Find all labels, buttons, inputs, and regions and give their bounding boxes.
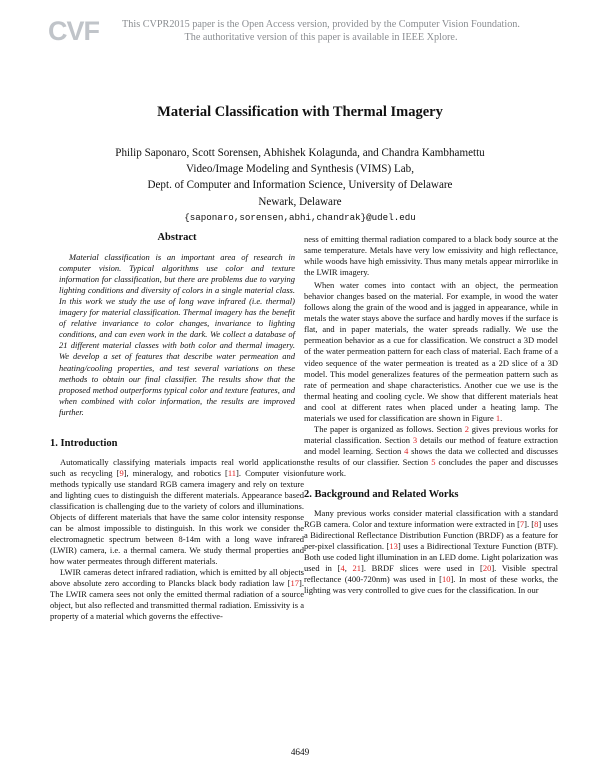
right-column <box>304 234 558 596</box>
affiliation-location: Newark, Delaware <box>258 195 342 208</box>
affiliation-lab: Video/Image Modeling and Synthesis (VIMS) Lab, <box>186 163 414 176</box>
citation-link[interactable]: 4 <box>340 563 345 574</box>
cvf-logo <box>48 16 99 46</box>
citation-link[interactable]: 21 <box>352 563 362 574</box>
citation-link[interactable]: 13 <box>389 541 398 552</box>
abstract-heading: Abstract <box>157 232 197 243</box>
intro-paragraph-2: LWIR cameras detect infrared radiation, which is emitted by all objects above absolute zero according to Plancks black body radiation law [17]. The LWIR camera sees not only the emitted thermal radiation of a source object, but also reflected and transmitted thermal radiation. Emissivity is a property of a material which governs the effective- <box>50 567 304 622</box>
intro-paragraph-3: ness of emitting thermal radiation compared to a black body source at the same temperature. Metals have very low emissivity and high reflectance, while woods have high emissivity. Thus many metals appear mirrorlike in the LWIR imagery. <box>304 234 558 278</box>
affiliation-dept: Dept. of Computer and Information Science, University of Delaware <box>147 179 453 192</box>
author-block <box>0 145 600 226</box>
section-link[interactable]: 2 <box>464 423 469 434</box>
paper-title: Material Classification with Thermal Imagery <box>157 104 443 120</box>
cvf-logo-text: CVF <box>48 16 99 46</box>
author-names: Philip Saponaro, Scott Sorensen, Abhishek Kolagunda, and Chandra Kambhamettu <box>115 147 485 159</box>
background-heading: 2. Background and Related Works <box>304 489 459 501</box>
citation-link[interactable]: 10 <box>441 574 451 585</box>
abstract <box>50 252 304 418</box>
background-paragraph-1: Many previous works consider material classification with a standard RGB camera. Color and texture information were extracted in [7]. [8] uses a Bidirectional Reflectance Distribution Function (BRDF) as a feature for per-pixel classification. [13] uses a Bidirectional Texture Function (BTF). Both use coded light illumination in an LED dome. Light polarization was used in [4, 21]. BRDF slices were used in [20]. Visible spectral reflectance (400-720nm) was used in [10]. In most of these works, the lighting was very controlled to give cues for the classification. In our <box>304 508 558 596</box>
abstract-text: Material classification is an important area of research in computer vision. Typical algorithms use color and texture information for classification, but there are problems due to varying lighting conditions and diversity of colors in a single material class. In this work we study the use of long wave infrared (i.e. thermal) imagery for material classification. Thermal imagery has the benefit of relative invariance to color changes, invariance to lighting conditions, and can even work in the dark. We collect a database of 21 different material classes with both color and thermal imagery. We develop a set of features that describe water permeation and heating/cooling properties, and test several variations on these methods to obtain our final classifier. The results show that the proposed method outperforms typical color and texture features, and when combined with color information, the results are improved further. <box>59 252 295 417</box>
section-link[interactable]: 5 <box>431 456 436 467</box>
intro-heading: 1. Introduction <box>50 437 118 449</box>
banner-line-1: This CVPR2015 paper is the Open Access version, provided by the Computer Vision Foundation. <box>122 19 520 30</box>
citation-link[interactable]: 8 <box>534 519 539 530</box>
citation-link[interactable]: 17 <box>290 578 300 589</box>
figure-link[interactable]: 1 <box>495 412 501 423</box>
banner-line-2: The authoritative version of this paper is available in IEEE Xplore. <box>184 32 458 43</box>
author-emails: {saponaro,sorensen,abhi,chandrak}@udel.edu <box>184 211 416 223</box>
citation-link[interactable]: 9 <box>119 467 124 478</box>
citation-link[interactable]: 7 <box>519 519 525 530</box>
open-access-banner <box>96 18 546 44</box>
left-column <box>50 232 304 623</box>
citation-link[interactable]: 20 <box>482 563 492 574</box>
intro-paragraph-1: Automatically classifying materials impacts real world applications such as recycling [9], mineralogy, and robotics [11]. Computer vision methods typically use standard RGB camera imagery and rely on texture and lighting cues to distinguish the different materials. Appearance based classification is challenging due to the variety of colors and illuminations. Objects of different materials that have the same color intensity response can be almost impossible to distinguish. In this work we consider the electromagnetic spectrum between 8-14m with a long wave infrared (LWIR) camera, i.e. a thermal camera. We study thermal properties and how water permeates through different materials. <box>50 456 304 567</box>
intro-paragraph-4: When water comes into contact with an object, the permeation behavior changes based on the material. For example, in wood the water follows along the grain of the wood and is jagged in appearance, while in metals the water stays above the surface and hardly moves if the surface is flat, and in paper materials, the water spreads radially. We use the permeation behavior as a cue for classification. We construct a 3D model of the water permeation pattern for each class of material. Each frame of a video sequence of the water permeation is treated as a 2D slice of a 3D model. This model generalizes features of the permeation pattern such as rate of permeation and shape characteristics. Another cue we use is the thermal heating and cooling cycle. We show that different materials heat and cool at different rates when placed under a heating lamp. The materials we used for classification are shown in Figure 1. <box>304 280 558 423</box>
section-link[interactable]: 4 <box>404 445 409 456</box>
section-link[interactable]: 3 <box>412 434 418 445</box>
citation-link[interactable]: 11 <box>227 467 237 478</box>
intro-paragraph-5: The paper is organized as follows. Section 2 gives previous works for material classification. Section 3 details our method of feature extraction and model learning. Section 4 shows the data we collected and discusses the results of our classifier. Section 5 concludes the paper and discusses future work. <box>304 423 559 478</box>
page-number: 4649 <box>290 747 310 757</box>
